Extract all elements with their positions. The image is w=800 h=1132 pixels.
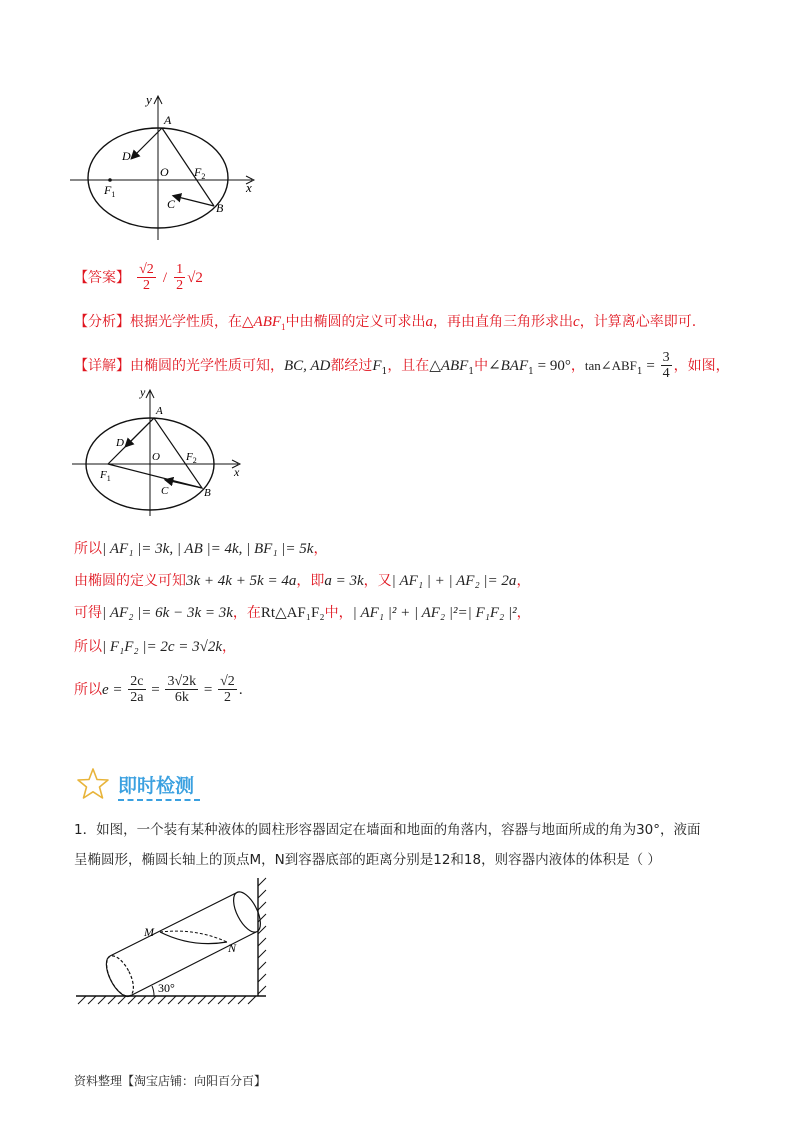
detail-text2: 都经过 [330, 358, 373, 374]
fig1-point-f2-sub: 2 [201, 172, 206, 181]
step-5-f3-den: 2 [223, 690, 231, 705]
detail-triangle-sub: 1 [468, 367, 475, 378]
detail-lines: BC, AD [284, 358, 331, 374]
step-2-math3: | AF₁ | + | AF₂ |= 2a [391, 573, 517, 589]
fig2-point-f1: F [100, 469, 107, 481]
analysis-text4: ，计算离心率即可. [579, 314, 697, 330]
svg-text:F2 [185, 451, 197, 465]
svg-text:F2 [193, 165, 205, 181]
fig1-x-label: x [246, 180, 252, 195]
detail-text1: 由椭圆的光学性质可知， [130, 358, 284, 374]
step-5-f2-den: 6k [174, 690, 189, 705]
fig1-point-f1-sub: 1 [111, 190, 116, 199]
analysis-triangle: △ABF [242, 314, 282, 330]
fig2-point-f2-sub: 2 [192, 456, 197, 465]
answer-value1-num: √2 [139, 262, 154, 277]
step-3-pre: 可得 [74, 605, 102, 621]
svg-text:F1 [103, 183, 115, 199]
fig3-point-m: M [144, 925, 154, 939]
svg-text:F1 [99, 469, 111, 483]
detail-text3: ，且在 [387, 358, 430, 374]
step-3-mid: ，在 [232, 605, 261, 621]
step-1 [74, 538, 327, 559]
step-5-eq: = [147, 682, 164, 698]
step-5-pre: 所以 [74, 682, 102, 698]
cylinder-figure [72, 872, 282, 1012]
fig1-y-label: y [146, 92, 152, 107]
step-3-post: ， [516, 605, 531, 621]
step-2-post: ， [516, 573, 531, 589]
step-2-pre: 由椭圆的定义可知 [74, 573, 186, 589]
fig2-point-a: A [156, 405, 163, 417]
detail-f1: F [372, 358, 382, 374]
analysis-triangle-sub: 1 [281, 322, 286, 333]
step-1-pre: 所以 [74, 541, 102, 557]
fig3-angle: 30° [158, 981, 175, 995]
star-icon [76, 767, 110, 801]
analysis-text2: 中由椭圆的定义可求出 [285, 314, 426, 330]
step-3-mid2: 中， [324, 605, 353, 621]
answer-line [74, 262, 203, 293]
step-5-eq2: = [200, 682, 217, 698]
step-1-post: ， [313, 541, 328, 557]
fig1-point-c: C [167, 197, 176, 211]
question-line-2: 呈椭圆形，椭圆长轴上的顶点M，N到容器底部的距离分别是12和18，则容器内液体的体积是（ ） [74, 852, 661, 868]
detail-angle-val: = 90° [533, 358, 571, 374]
step-3 [74, 602, 531, 623]
fig1-point-f2: F [194, 165, 202, 179]
detail-tan: tan∠ABF [584, 358, 637, 373]
question-line-1 [74, 818, 701, 838]
analysis-text3: ，再由直角三角形求出 [433, 314, 574, 330]
answer-value2-rest: √2 [187, 270, 203, 286]
fig1-point-f1: F [104, 183, 112, 197]
answer-value2-num: 1 [176, 262, 184, 277]
step-4-math: | F₁F₂ |= 2c = 3√2k [102, 639, 223, 655]
detail-angle: ∠BAF [488, 358, 529, 374]
ellipse-figure-1 [70, 90, 270, 250]
analysis-text1: 根据光学性质，在 [130, 314, 242, 330]
footer-text: 资料整理【淘宝店铺：向阳百分百】 [74, 1074, 267, 1088]
section-title-underline [118, 799, 200, 801]
step-5-e: e = [102, 682, 127, 698]
fig2-point-b: B [204, 487, 211, 499]
step-2 [74, 570, 530, 591]
detail-text6: ，如图， [673, 358, 730, 374]
detail-triangle: △ABF [429, 358, 469, 374]
detail-tan-eq: = [642, 358, 659, 374]
detail-text5: ， [570, 358, 585, 374]
fig1-point-d: D [122, 149, 131, 163]
detail-line [74, 350, 730, 382]
question-text-1: 如图，一个装有某种液体的圆柱形容器固定在墙面和地面的角落内，容器与地面所成的角为30°，液面 [96, 822, 701, 838]
analysis-line [74, 311, 696, 337]
step-2-math: 3k + 4k + 5k = 4a [186, 573, 297, 589]
fig2-origin: O [152, 451, 160, 463]
fig1-origin: O [160, 165, 169, 179]
fig1-point-a: A [164, 113, 172, 127]
analysis-var-c: c [573, 314, 580, 330]
fig2-point-f2: F [186, 451, 193, 463]
step-1-math: | AF₁ |= 3k, | AB |= 4k, | BF₁ |= 5k [102, 541, 314, 557]
detail-tag: 【详解】 [74, 358, 130, 374]
detail-angle-sub: 1 [528, 367, 534, 378]
step-3-math3: | AF₁ |² + | AF₂ |²=| F₁F₂ |² [352, 605, 517, 621]
answer-value2-den: 2 [176, 278, 184, 293]
fig2-point-d: D [116, 437, 124, 449]
fig2-point-f1-sub: 1 [106, 474, 111, 483]
ellipse-figure-2 [68, 384, 258, 524]
step-4 [74, 636, 236, 657]
detail-tan-sub: 1 [636, 367, 643, 378]
step-5-f1-num: 2c [130, 674, 144, 689]
detail-tan-den: 4 [662, 366, 670, 381]
detail-f1-sub: 1 [381, 367, 388, 378]
answer-tag: 【答案】 [74, 270, 130, 286]
step-4-post: ， [222, 639, 237, 655]
analysis-var-a: a [425, 314, 434, 330]
fig2-x-label: x [234, 465, 240, 479]
answer-separator: / [162, 270, 168, 286]
step-5-f1-den: 2a [130, 690, 144, 705]
step-5-f3-num: √2 [220, 674, 235, 689]
fig3-point-n: N [228, 941, 237, 955]
fig2-y-label: y [140, 385, 146, 399]
step-5-post: . [238, 682, 243, 698]
step-3-math2: Rt△AF₁F₂ [260, 605, 325, 621]
fig1-point-b: B [216, 201, 224, 215]
step-5-f2-num: 3√2k [167, 674, 197, 689]
step-3-math: | AF₂ |= 6k − 3k = 3k [102, 605, 233, 621]
question-number: 1． [74, 822, 97, 838]
step-2-math2: a = 3k [324, 573, 364, 589]
section-title: 即时检测 [118, 775, 195, 797]
step-2-mid: ，即 [296, 573, 325, 589]
detail-text4: 中 [474, 358, 489, 374]
analysis-tag: 【分析】 [74, 314, 130, 330]
answer-value1-den: 2 [142, 278, 150, 293]
detail-tan-num: 3 [662, 350, 670, 365]
step-5 [74, 674, 243, 705]
step-2-mid2: ，又 [363, 573, 392, 589]
step-4-pre: 所以 [74, 639, 102, 655]
fig2-point-c: C [161, 485, 169, 497]
